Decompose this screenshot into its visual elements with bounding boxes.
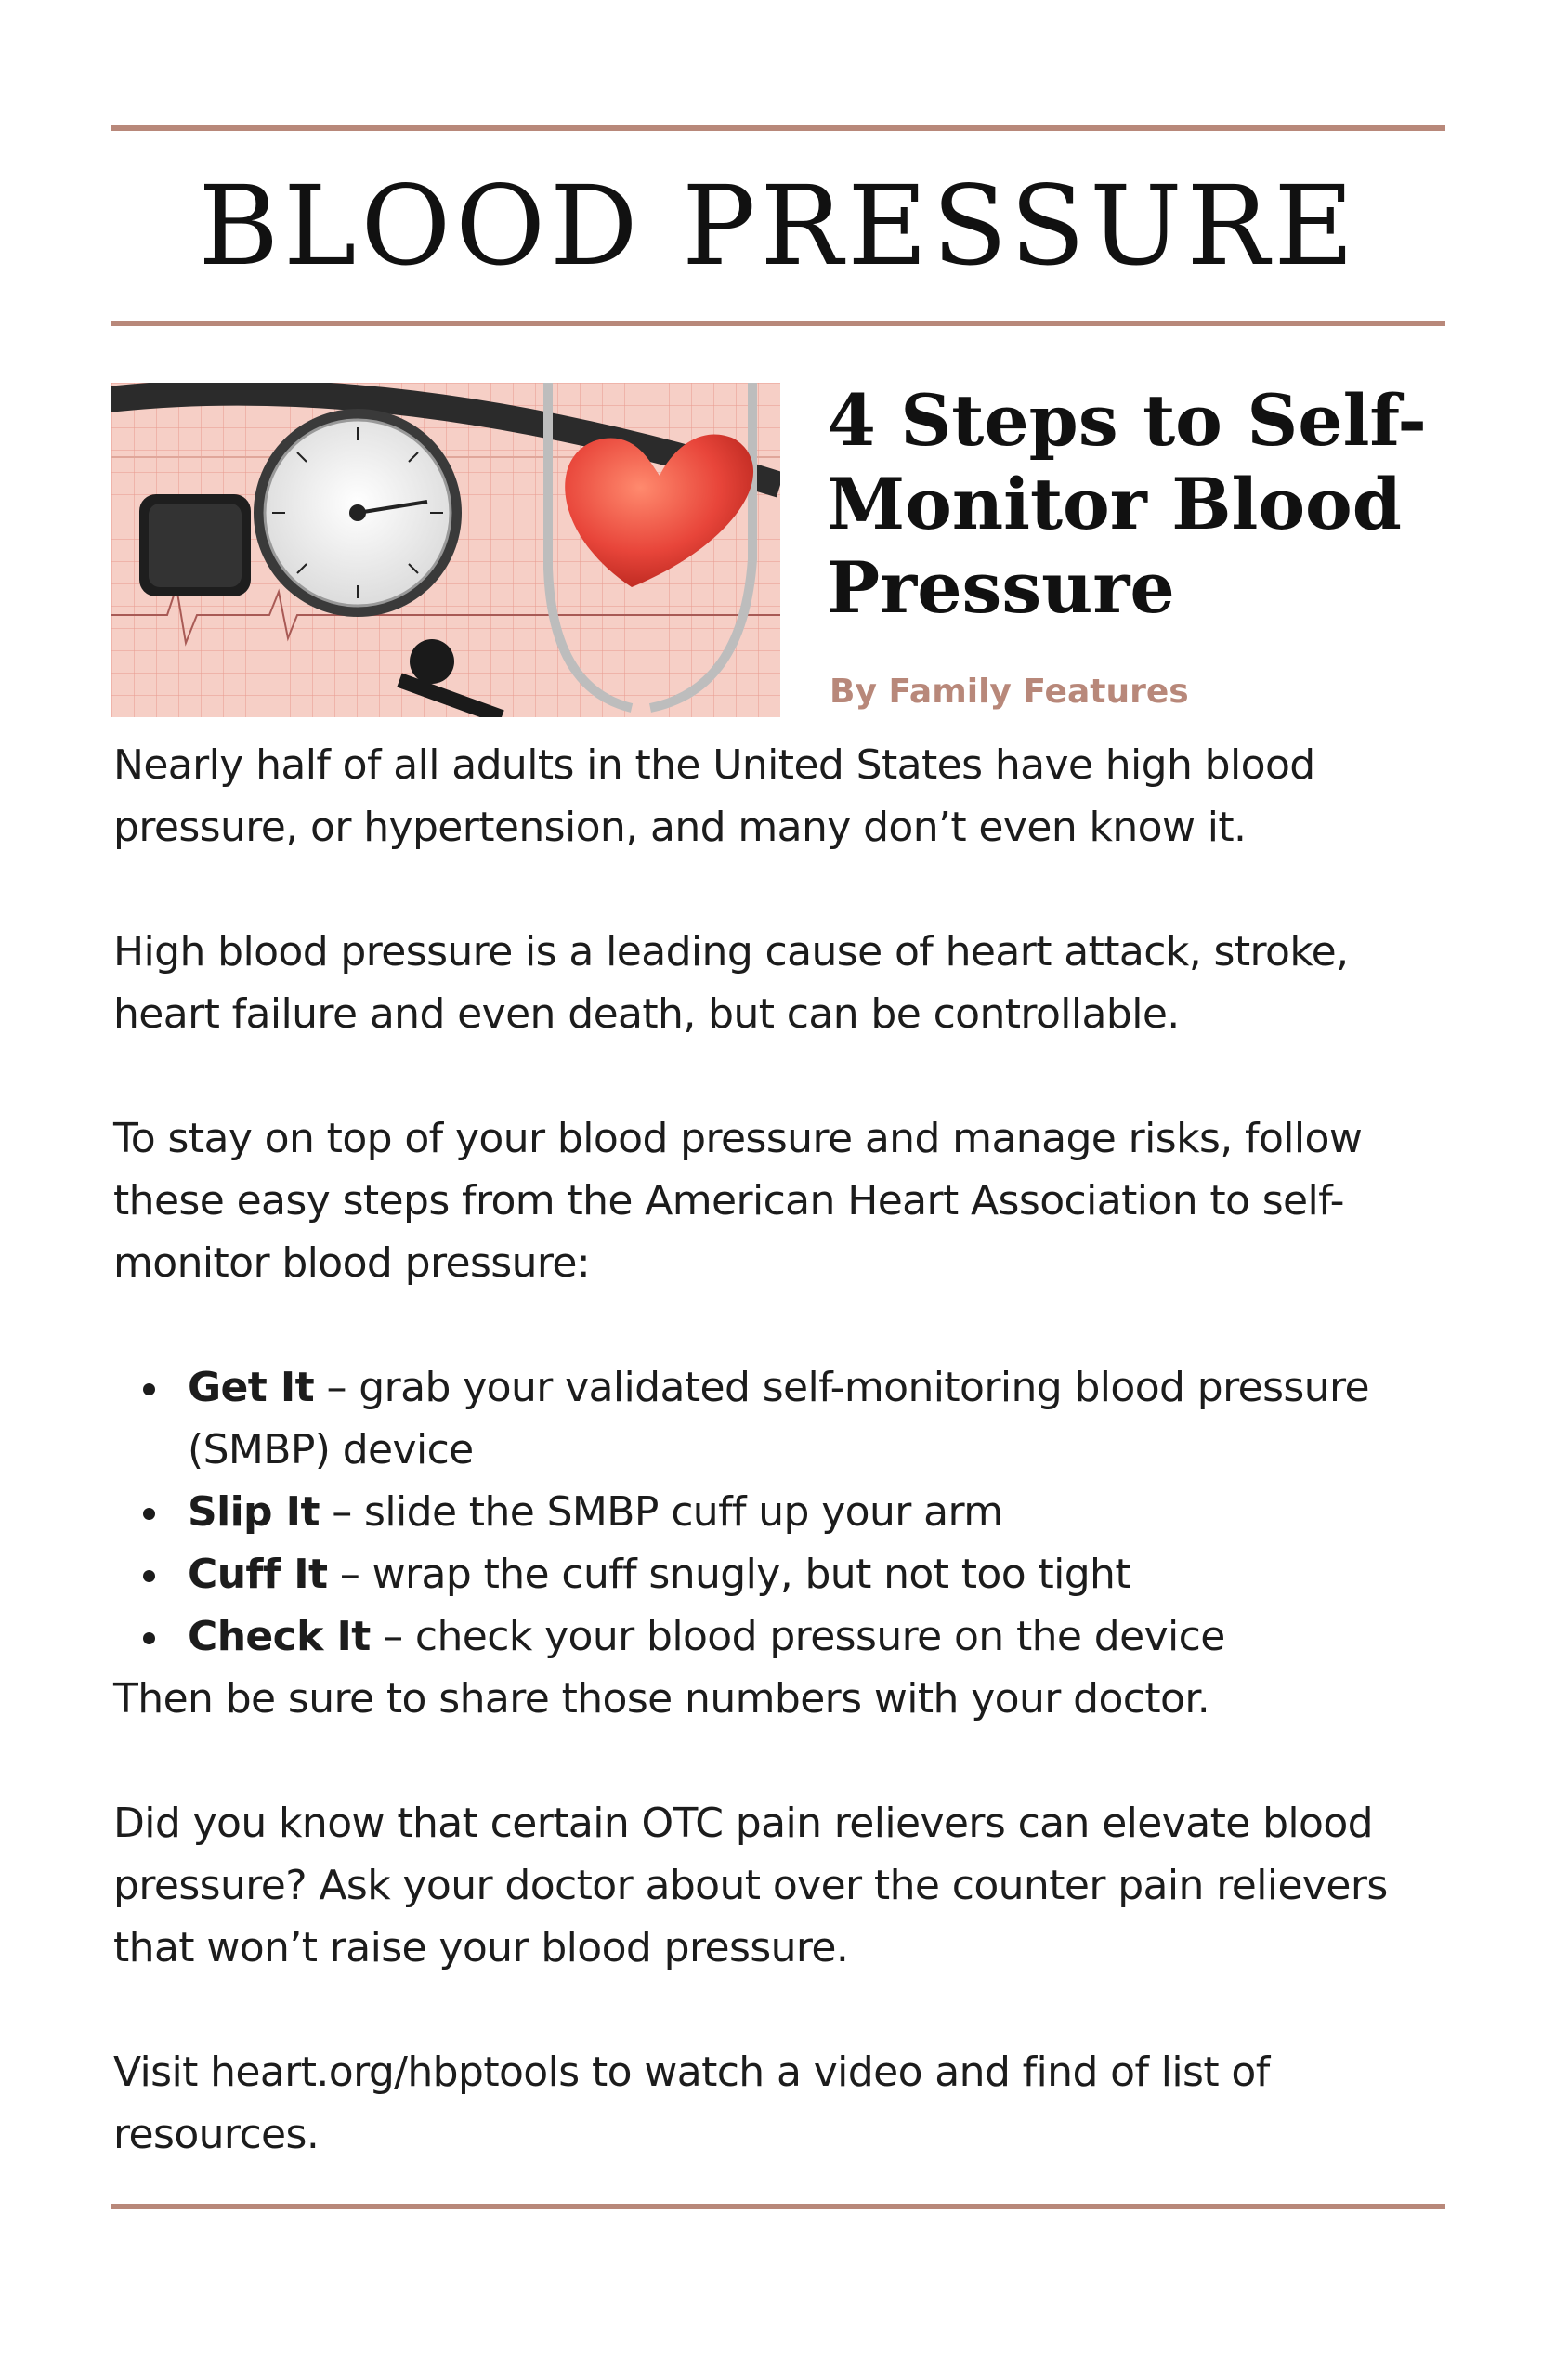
title-divider xyxy=(111,321,1445,326)
bottom-divider xyxy=(111,2204,1445,2209)
share-paragraph: Then be sure to share those numbers with your doctor. xyxy=(113,1675,1210,1722)
blood-pressure-gauge-and-heart-icon xyxy=(111,383,780,717)
list-item xyxy=(113,1481,1451,1543)
article-subtitle: 4 Steps to Self-Monitor Blood Pressure xyxy=(827,379,1427,629)
lead-in-paragraph: To stay on top of your blood pressure and manage risks, follow these easy steps from the American Heart Association to self-monitor blood pressure: xyxy=(113,1115,1363,1287)
otc-paragraph: Did you know that certain OTC pain relievers can elevate blood pressure? Ask your doctor about over the counter pain relievers that won’t raise your blood pressure. xyxy=(113,1800,1388,1971)
byline: By Family Features xyxy=(830,673,1189,711)
top-divider xyxy=(111,125,1445,131)
step-label: Check It xyxy=(188,1613,371,1660)
step-text: – wrap the cuff snugly, but not too tight xyxy=(327,1551,1130,1598)
step-label: Slip It xyxy=(188,1488,320,1536)
step-label: Cuff It xyxy=(188,1551,328,1598)
list-item xyxy=(113,1605,1451,1668)
visit-paragraph: Visit heart.org/hbptools to watch a video and find of list of resources. xyxy=(113,2049,1270,2158)
page-title: BLOOD PRESSURE xyxy=(198,162,1359,290)
list-item xyxy=(113,1543,1451,1605)
risk-paragraph: High blood pressure is a leading cause of heart attack, stroke, heart failure and even death, but can be controllable. xyxy=(113,928,1349,1038)
step-label: Get It xyxy=(188,1364,315,1411)
steps-list xyxy=(113,1356,1451,1668)
intro-paragraph: Nearly half of all adults in the United States have high blood pressure, or hypertension, and many don’t even know it. xyxy=(113,741,1315,851)
step-text: – check your blood pressure on the device xyxy=(370,1613,1225,1660)
article-body xyxy=(113,734,1451,2166)
list-item xyxy=(113,1356,1451,1481)
step-text: – slide the SMBP cuff up your arm xyxy=(319,1488,1003,1536)
step-text: – grab your validated self-monitoring blood pressure (SMBP) device xyxy=(188,1364,1370,1473)
